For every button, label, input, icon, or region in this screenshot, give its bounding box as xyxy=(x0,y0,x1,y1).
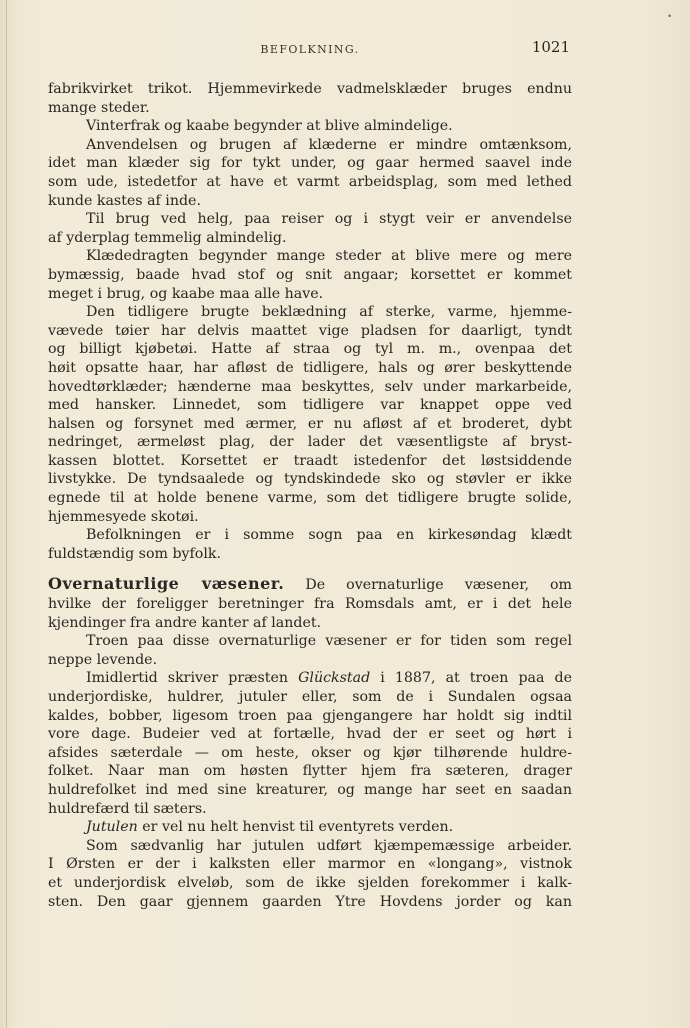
text-line: fabrikvirket trikot. Hjemmevirkede vadmelsklæder bruges endnu xyxy=(48,81,572,97)
text-line: hvilke der foreligger beretninger fra Romsdals amt, er i det hele xyxy=(48,596,572,613)
text-line: bymæssig, baade hvad stof og snit angaar; korsettet er kommet xyxy=(48,266,572,283)
corner-mark: • xyxy=(667,12,672,21)
text-line: med hansker. Linnedet, som tidligere var knappet oppe ved xyxy=(48,397,572,414)
text-line: kunde kastes af inde. xyxy=(48,192,201,209)
text-line: Den tidligere brugte beklædning af sterke, varme, hjemme- xyxy=(86,304,572,321)
running-head: BEFOLKNING. xyxy=(260,43,360,56)
paragraph xyxy=(48,247,572,303)
text-line: hovedtørklæder; hænderne maa beskyttes, selv under markarbeide, xyxy=(48,378,572,395)
text-line: huldrefolket ind med sine kreaturer, og mange har seet en saadan xyxy=(48,781,572,798)
text-line: kaldes, bobber, ligesom troen paa gjengangere har holdt sig indtil xyxy=(48,707,572,724)
text-line: idet man klæder sig for tykt under, og gaar hermed saavel inde xyxy=(48,155,572,172)
text-line: som ude, istedetfor at have et varmt arbeidsplag, som med lethed xyxy=(48,173,572,190)
page-edge xyxy=(6,0,7,1028)
text-line: kjendinger fra andre kanter af landet. xyxy=(48,614,322,631)
text-line: egnede til at holde benene varme, som det tidligere brugte solide, xyxy=(48,490,572,507)
text-line: Befolkningen er i somme sogn paa en kirkesøndag klædt xyxy=(86,527,572,544)
paragraph xyxy=(48,117,572,136)
text-line: halsen og forsynet med ærmer, er nu afløst af et broderet, dybt xyxy=(48,415,572,432)
page-header xyxy=(48,38,572,62)
text-line: neppe levende. xyxy=(48,651,158,668)
heading-line-rest: De overnaturlige væsener, om xyxy=(305,577,573,594)
paragraph xyxy=(48,80,572,117)
text-line xyxy=(48,575,572,595)
page-number: 1021 xyxy=(531,38,570,56)
text-line: kassen blottet. Korsettet er traadt istedenfor det løstsiddende xyxy=(48,452,572,469)
text-line: Anvendelsen og brugen af klæderne er mindre omtænksom, xyxy=(86,136,572,153)
text-line: Som sædvanlig har jutulen udført kjæmpemæssige arbeider. xyxy=(86,837,572,854)
text-line xyxy=(48,669,572,688)
section-overnaturlige xyxy=(48,575,572,911)
text-line: mange steder. xyxy=(48,99,150,116)
text-line: Vinterfrak og kaabe begynder at blive almindelige. xyxy=(86,118,453,135)
text-line: meget i brug, og kaabe maa alle have. xyxy=(48,285,324,302)
body-text xyxy=(48,80,572,911)
text-line: og billigt kjøbetøi. Hatte af straa og tyl m. m., ovenpaa det xyxy=(48,341,572,358)
text-line: folket. Naar man om høsten flytter hjem fra sæteren, drager xyxy=(48,763,572,780)
text-line: sten. Den gaar gjennem gaarden Ytre Hovdens jorder og kan xyxy=(48,893,572,910)
paragraph xyxy=(48,210,572,247)
text-line: høit opsatte haar, har afløst de tidligere, hals og ører beskyttende xyxy=(48,359,572,376)
text-line: Til brug ved helg, paa reiser og i stygt veir er anvendelse xyxy=(86,211,572,228)
text-line: Klædedragten begynder mange steder at blive mere og mere xyxy=(86,248,572,265)
text-line: hjemmesyede skotøi. xyxy=(48,508,199,525)
text-line: huldrefærd til sæters. xyxy=(48,800,207,817)
text-line xyxy=(48,818,572,837)
jutulen-term: Jutulen xyxy=(86,819,138,836)
paragraph xyxy=(48,526,572,563)
section-heading: Overnaturlige væsener. xyxy=(48,574,285,594)
paragraph xyxy=(48,303,572,526)
text-line: I Ørsten er der i kalksten eller marmor en «longang», vistnok xyxy=(48,856,572,873)
text-line: afsides sæterdale — om heste, okser og kjør tilhørende huldre- xyxy=(48,744,572,761)
text-line: nedringet, ærmeløst plag, der lader det væsentligste af bryst- xyxy=(48,434,572,451)
text-line: Troen paa disse overnaturlige væsener er for tiden som regel xyxy=(86,633,572,650)
text-line: vævede tøier har delvis maattet vige pladsen for daarligt, tyndt xyxy=(48,322,572,339)
text-line: vore dage. Budeier ved at fortælle, hvad der er seet og hørt i xyxy=(48,726,572,743)
text-line: underjordiske, huldrer, jutuler eller, som de i Sundalen ogsaa xyxy=(48,689,572,705)
gluckstad-before: Imidlertid skriver præsten xyxy=(86,670,288,687)
text-line: fuldstændig som byfolk. xyxy=(48,545,221,562)
text-line: livstykke. De tyndsaalede og tyndskindede sko og støvler er ikke xyxy=(48,471,572,488)
jutulen-rest: er vel nu helt henvist til eventyrets verden. xyxy=(142,819,454,836)
paragraph xyxy=(48,136,572,210)
text-line: af yderplag temmelig almindelig. xyxy=(48,229,287,246)
person-name: Glückstad xyxy=(298,670,371,687)
text-line: et underjordisk elveløb, som de ikke sjelden forekommer i kalk- xyxy=(48,874,572,891)
gluckstad-after: i 1887, at troen paa de xyxy=(380,670,573,687)
